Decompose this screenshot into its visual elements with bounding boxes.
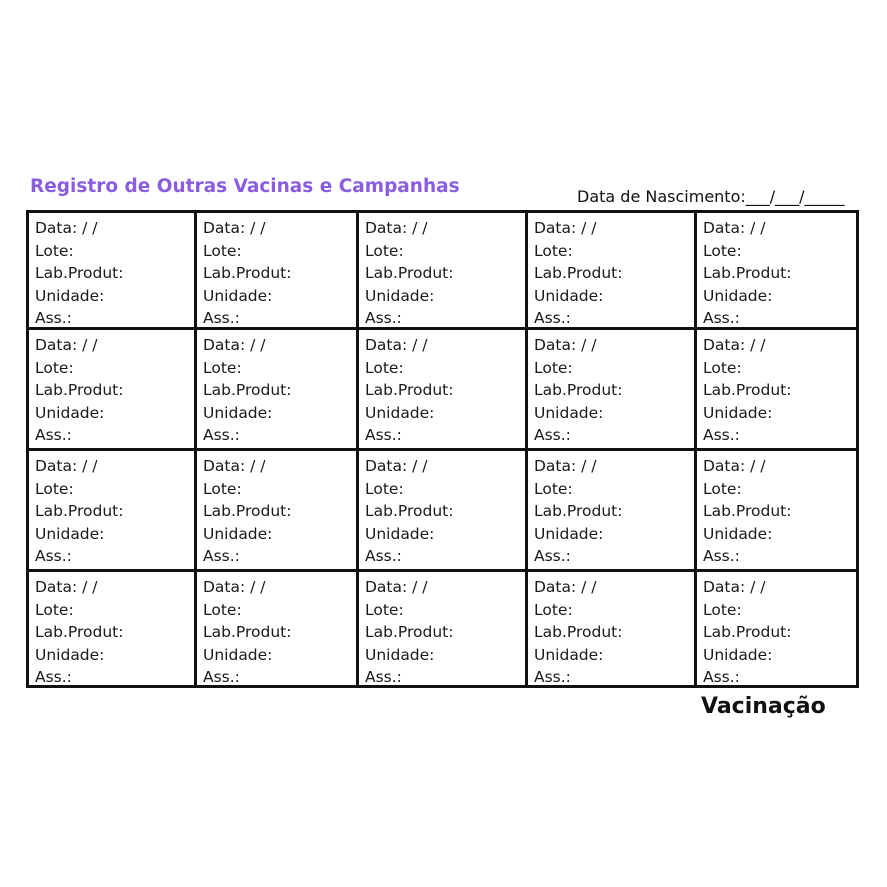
record-cell xyxy=(528,451,697,572)
field-lab-producer: Lab.Produt: xyxy=(365,264,454,282)
field-date: Data: / / xyxy=(365,219,428,237)
field-date: Data: / / xyxy=(703,219,766,237)
record-cell xyxy=(359,451,528,572)
field-unit: Unidade: xyxy=(203,645,273,664)
field-signature: Ass.: xyxy=(703,309,740,327)
record-cell xyxy=(29,451,197,572)
field-date: Data: / / xyxy=(703,457,766,475)
field-unit: Unidade: xyxy=(534,286,604,305)
field-date: Data: / / xyxy=(534,457,597,475)
field-lot: Lote: xyxy=(35,600,74,619)
record-cell xyxy=(197,451,359,572)
record-cell xyxy=(29,330,197,451)
birth-date-field: Data de Nascimento:___/___/_____ xyxy=(577,187,845,206)
field-unit: Unidade: xyxy=(35,524,105,543)
field-date: Data: / / xyxy=(703,578,766,596)
field-lot: Lote: xyxy=(35,479,74,498)
record-cell xyxy=(528,572,697,685)
field-date: Data: / / xyxy=(35,336,98,354)
field-lab-producer: Lab.Produt: xyxy=(703,381,792,399)
record-cell xyxy=(29,572,197,685)
field-lab-producer: Lab.Produt: xyxy=(703,264,792,282)
field-date: Data: / / xyxy=(35,219,98,237)
field-unit: Unidade: xyxy=(703,403,773,422)
vaccine-record-grid xyxy=(26,210,859,688)
page-title: Registro de Outras Vacinas e Campanhas xyxy=(30,176,460,197)
field-signature: Ass.: xyxy=(35,426,72,444)
field-date: Data: / / xyxy=(203,336,266,354)
field-date: Data: / / xyxy=(365,457,428,475)
field-signature: Ass.: xyxy=(534,547,571,565)
field-lab-producer: Lab.Produt: xyxy=(35,502,124,520)
record-cell xyxy=(697,451,856,572)
field-unit: Unidade: xyxy=(703,645,773,664)
field-signature: Ass.: xyxy=(203,309,240,327)
field-lab-producer: Lab.Produt: xyxy=(534,502,623,520)
field-lot: Lote: xyxy=(35,241,74,260)
field-signature: Ass.: xyxy=(203,547,240,565)
footer-label: Vacinação xyxy=(701,694,826,719)
field-lab-producer: Lab.Produt: xyxy=(534,381,623,399)
field-signature: Ass.: xyxy=(703,547,740,565)
field-unit: Unidade: xyxy=(534,403,604,422)
field-signature: Ass.: xyxy=(35,547,72,565)
field-lot: Lote: xyxy=(534,241,573,260)
field-unit: Unidade: xyxy=(365,524,435,543)
field-lot: Lote: xyxy=(365,479,404,498)
field-unit: Unidade: xyxy=(203,286,273,305)
record-cell xyxy=(359,213,528,330)
field-lab-producer: Lab.Produt: xyxy=(534,623,623,641)
field-signature: Ass.: xyxy=(365,309,402,327)
field-signature: Ass.: xyxy=(703,426,740,444)
field-signature: Ass.: xyxy=(703,668,740,685)
field-signature: Ass.: xyxy=(203,668,240,685)
field-lot: Lote: xyxy=(703,358,742,377)
field-signature: Ass.: xyxy=(534,668,571,685)
field-lot: Lote: xyxy=(703,600,742,619)
field-signature: Ass.: xyxy=(534,309,571,327)
record-cell xyxy=(197,213,359,330)
field-lab-producer: Lab.Produt: xyxy=(203,264,292,282)
field-lab-producer: Lab.Produt: xyxy=(35,623,124,641)
record-cell xyxy=(528,330,697,451)
field-unit: Unidade: xyxy=(365,286,435,305)
field-lot: Lote: xyxy=(703,241,742,260)
record-cell xyxy=(697,330,856,451)
field-unit: Unidade: xyxy=(534,524,604,543)
field-lab-producer: Lab.Produt: xyxy=(35,264,124,282)
field-lab-producer: Lab.Produt: xyxy=(203,623,292,641)
field-date: Data: / / xyxy=(35,457,98,475)
field-date: Data: / / xyxy=(365,578,428,596)
field-lab-producer: Lab.Produt: xyxy=(35,381,124,399)
record-cell xyxy=(197,572,359,685)
field-date: Data: / / xyxy=(365,336,428,354)
field-lot: Lote: xyxy=(534,358,573,377)
field-lab-producer: Lab.Produt: xyxy=(703,623,792,641)
field-lot: Lote: xyxy=(35,358,74,377)
field-lot: Lote: xyxy=(534,479,573,498)
field-signature: Ass.: xyxy=(534,426,571,444)
field-lot: Lote: xyxy=(365,600,404,619)
field-unit: Unidade: xyxy=(534,645,604,664)
field-lab-producer: Lab.Produt: xyxy=(534,264,623,282)
record-cell xyxy=(29,213,197,330)
field-signature: Ass.: xyxy=(203,426,240,444)
field-date: Data: / / xyxy=(534,219,597,237)
field-lab-producer: Lab.Produt: xyxy=(203,381,292,399)
field-unit: Unidade: xyxy=(365,403,435,422)
field-lab-producer: Lab.Produt: xyxy=(365,502,454,520)
field-date: Data: / / xyxy=(534,336,597,354)
field-lot: Lote: xyxy=(365,358,404,377)
record-cell xyxy=(359,572,528,685)
field-lab-producer: Lab.Produt: xyxy=(365,623,454,641)
field-signature: Ass.: xyxy=(365,547,402,565)
field-date: Data: / / xyxy=(203,457,266,475)
record-cell xyxy=(697,213,856,330)
field-lot: Lote: xyxy=(203,241,242,260)
field-signature: Ass.: xyxy=(35,309,72,327)
field-lot: Lote: xyxy=(534,600,573,619)
field-unit: Unidade: xyxy=(703,286,773,305)
field-date: Data: / / xyxy=(203,219,266,237)
field-unit: Unidade: xyxy=(703,524,773,543)
field-lot: Lote: xyxy=(203,358,242,377)
field-unit: Unidade: xyxy=(35,403,105,422)
field-signature: Ass.: xyxy=(35,668,72,685)
field-date: Data: / / xyxy=(203,578,266,596)
field-unit: Unidade: xyxy=(203,403,273,422)
field-lab-producer: Lab.Produt: xyxy=(203,502,292,520)
field-unit: Unidade: xyxy=(203,524,273,543)
record-cell xyxy=(359,330,528,451)
field-lab-producer: Lab.Produt: xyxy=(365,381,454,399)
field-lab-producer: Lab.Produt: xyxy=(703,502,792,520)
field-signature: Ass.: xyxy=(365,426,402,444)
record-cell xyxy=(528,213,697,330)
field-date: Data: / / xyxy=(703,336,766,354)
field-unit: Unidade: xyxy=(35,645,105,664)
field-lot: Lote: xyxy=(703,479,742,498)
field-lot: Lote: xyxy=(365,241,404,260)
record-cell xyxy=(697,572,856,685)
field-date: Data: / / xyxy=(35,578,98,596)
field-lot: Lote: xyxy=(203,600,242,619)
field-signature: Ass.: xyxy=(365,668,402,685)
record-cell xyxy=(197,330,359,451)
field-lot: Lote: xyxy=(203,479,242,498)
field-unit: Unidade: xyxy=(365,645,435,664)
field-unit: Unidade: xyxy=(35,286,105,305)
field-date: Data: / / xyxy=(534,578,597,596)
